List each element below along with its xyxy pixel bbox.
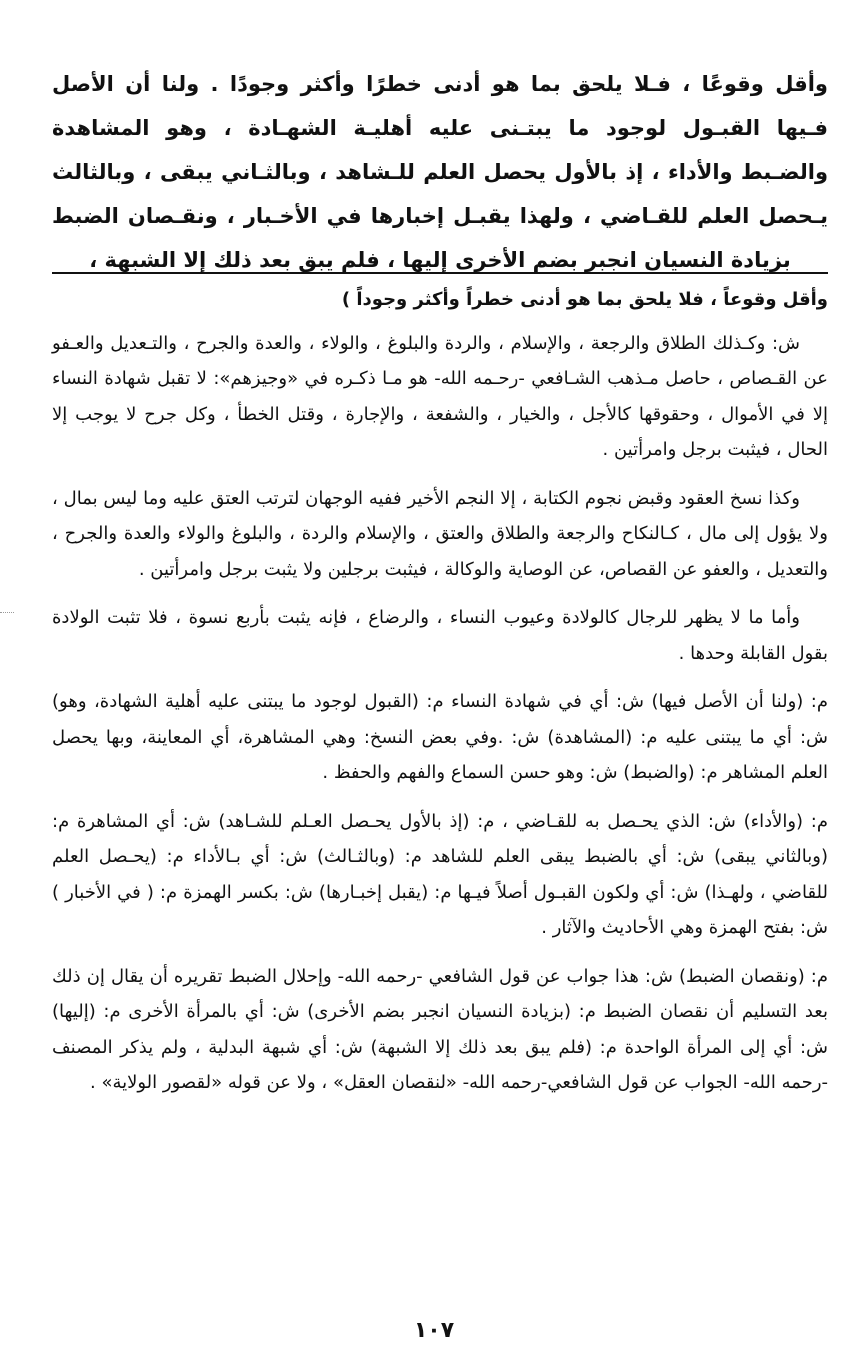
commentary-paragraph: وكذا نسخ العقود وقبض نجوم الكتابة ، إلا النجم الأخير ففيه الوجهان لترتب العتق عليه وما ليس بمال ، ولا يؤول إلى مال ، كـالنكاح والرجعة والطلاق والعتق ، والإسلام والردة ، والبلوغ والولاء والعدة والجرح ، والتعديل ، والعفو عن القصاص، عن الوصاية والوكالة ، فيثبت برجلين ولا يثبت برجل وامرأتين . <box>52 487 828 580</box>
commentary-paragraph: م: (ونقصان الضبط) ش: هذا جواب عن قول الشافعي -رحمه الله- وإحلال الضبط تقريره أن يقال إن ذلك بعد التسليم أن نقصان الضبط م: (بزيادة النسيان انجبر بضم الأخرى) ش: أي بالمرأة الأخرى م: (إليها) ش: أي إلى المرأة الواحدة م: (فلم يبق بعد ذلك إلا الشبهة) ش: أي شبهة البدلية ، ولم يذكر المصنف -رحمه الله- الجواب عن قول الشافعي-رحمه الله- «لنقصان العقل» ، ولا عن قوله «لقصور الولاية» . <box>52 965 828 1093</box>
commentary-paragraph: وأما ما لا يظهر للرجال كالولادة وعيوب النساء ، والرضاع ، فإنه يثبت بأربع نسوة ، فلا تثبت الولادة بقول القابلة وحدها . <box>52 607 828 664</box>
commentary-paragraph: ش: وكـذلك الطلاق والرجعة ، والإسلام ، والردة والبلوغ ، والولاء ، والعدة والجرح ، والتـعديل والعـفو عن القـصاص ، حاصل مـذهب الشـافعي -رحـمه الله- هو مـا ذكـره في «وجيزهم»: لا تقبل شهادة النساء إلا في الأموال ، وحقوقها كالأجل ، والخيار ، والشفعة ، والإجارة ، وقتل الخطأ ، وكل جرح لا يوجب إلا الحال ، فيثبت برجل وامرأتين . <box>52 332 828 460</box>
commentary-paragraph: م: (والأداء) ش: الذي يحـصل به للقـاضي ، م: (إذ بالأول يحـصل العـلم للشـاهد) ش: أي المشاهرة م: (وبالثاني يبقى) ش: أي بالضبط يبقى العلم للشاهد م: (وبالثـالث) ش: أي بـالأداء م: (يحـصل العلم للقاضي ، ولهـذا) ش: أي ولكون القبـول أصلاً فيـها م: (يقبل إخبـارها) ش: بكسر الهمزة م: ( في الأخبار ) ش: بفتح الهمزة وهي الأحاديث والآثار . <box>52 810 828 938</box>
margin-mark <box>0 612 14 613</box>
page-number: ١٠٧ <box>413 1318 455 1343</box>
commentary-paragraph: م: (ولنا أن الأصل فيها) ش: أي في شهادة النساء م: (القبول لوجود ما يبتنى عليه أهلية الشهادة، وهو) ش: أي ما يبتنى عليه م: (المشاهدة) ش: .وفي بعض النسخ: وهي المشاهرة، أي المعاينة، وبها يحصل العلم المشاهر م: (والضبط) ش: وهو حسن السماع والفهم والحفظ . <box>52 691 828 783</box>
section-divider <box>52 272 828 274</box>
commentary-lead-line: وأقل وقوعاً ، فلا يلحق بما هو أدنى خطراً وأكثر وجوداً ) <box>341 289 828 310</box>
commentary-block <box>52 282 828 1114</box>
main-text-block: وأقل وقوعًا ، فـلا يلحق بما هو أدنى خطرًا وأكثر وجودًا . ولنا أن الأصل فـيها القبـول لوجود ما يبتـنى عليه أهليـة الشهـادة ، وهو المشاهدة والضـبط والأداء ، إذ بالأول يحصل العلم للـشاهد ، وبالثـاني يبقى ، وبالثالث يـحصل العلم للقـاضي ، ولهذا يقبـل إخبارها في الأخـبار ، ونقـصان الضبط بزيادة النسيان انجبر بضم الأخرى إليها ، فلم يبق بعد ذلك إلا الشبهة ، <box>52 72 828 272</box>
